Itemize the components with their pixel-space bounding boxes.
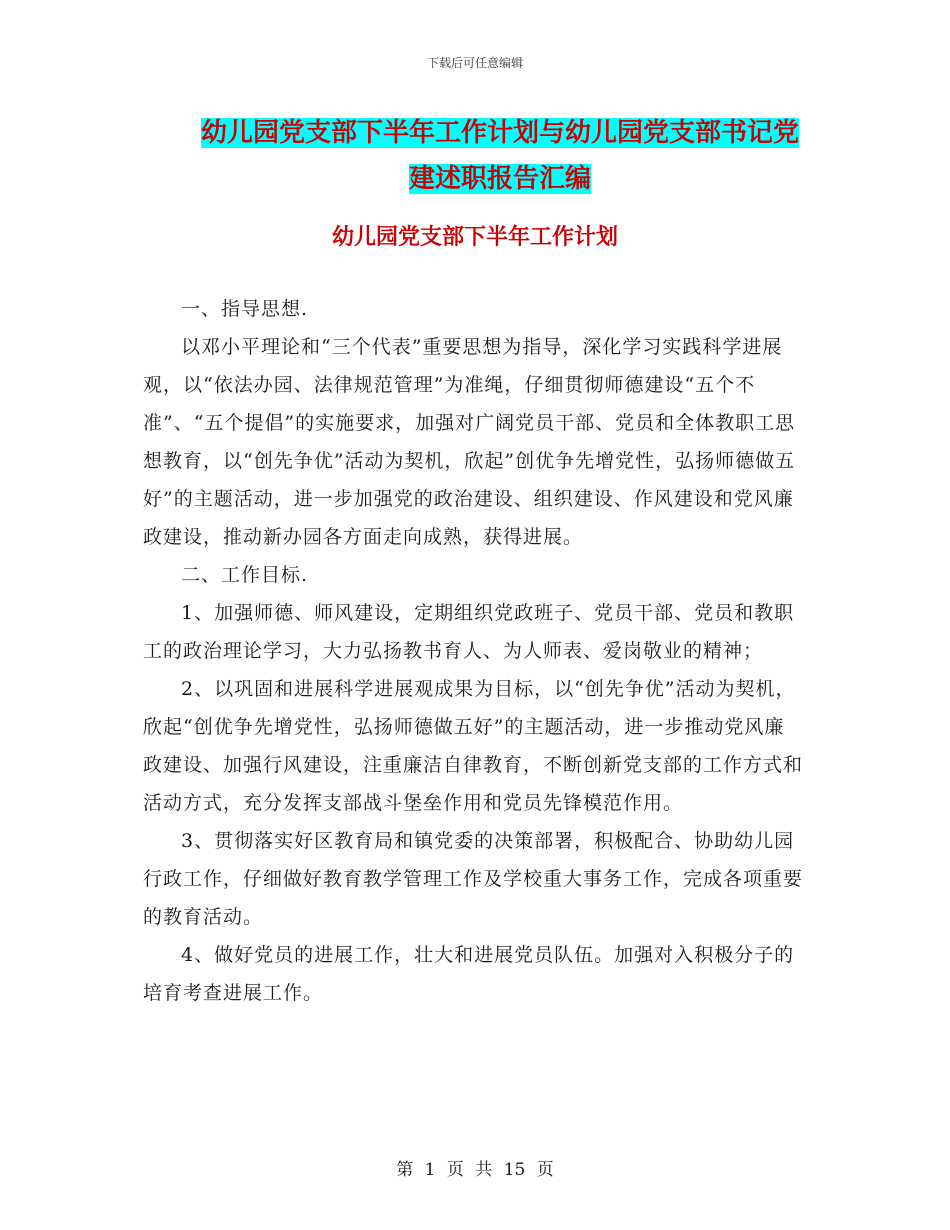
paragraph-goal-3: 3、贯彻落实好区教育局和镇党委的决策部署，积极配合、协助幼儿园行政工作，仔细做好教育教学管理工作及学校重大事务工作，完成各项重要的教育活动。 <box>143 830 804 928</box>
section-title: 幼儿园党支部下半年工作计划 <box>331 225 618 250</box>
page-number-footer: 第 1 页 共 15 页 <box>396 1160 554 1180</box>
paragraph-goal-2: 2、以巩固和进展科学进展观成果为目标，以“创先争优”活动为契机，欣起“创优争先增党性，弘扬师德做五好”的主题活动，进一步推动党风廉政建设、加强行风建设，注重廉洁自律教育，不断创新党支部的工作方式和活动方式，充分发挥支部战斗堡垒作用和党员先锋模范作用。 <box>143 678 804 814</box>
paragraph-goal-1: 1、加强师德、师风建设，定期组织党政班子、党员干部、党员和教职工的政治理论学习，大力弘扬教书育人、为人师表、爱岗敬业的精神； <box>143 602 795 662</box>
heading-guiding-ideology: 一、指导思想. <box>181 298 309 320</box>
heading-work-goals: 二、工作目标. <box>181 564 309 586</box>
paragraph-goal-4: 4、做好党员的进展工作，壮大和进展党员队伍。加强对入积极分子的培育考查进展工作。 <box>143 944 795 1004</box>
document-body <box>143 290 803 1012</box>
header-note: 下载后可任意编辑 <box>426 56 523 70</box>
document-title <box>185 110 815 202</box>
document-title-line-2: 建述职报告汇编 <box>408 164 591 194</box>
paragraph-guiding-ideology: 以邓小平理论和“三个代表”重要思想为指导，深化学习实践科学进展观，以“依法办园、法律规范管理”为准绳，仔细贯彻师德建设“五个不准”、“五个提倡”的实施要求，加强对广阔党员干部、党员和全体教职工思想教育，以“创先争优”活动为契机，欣起”创优争先增党性，弘扬师德做五好”的主题活动，进一步加强党的政治建设、组织建设、作风建设和党风廉政建设，推动新办园各方面走向成熟，获得进展。 <box>143 336 796 548</box>
document-title-line-1: 幼儿园党支部下半年工作计划与幼儿园党支部书记党 <box>200 118 799 148</box>
